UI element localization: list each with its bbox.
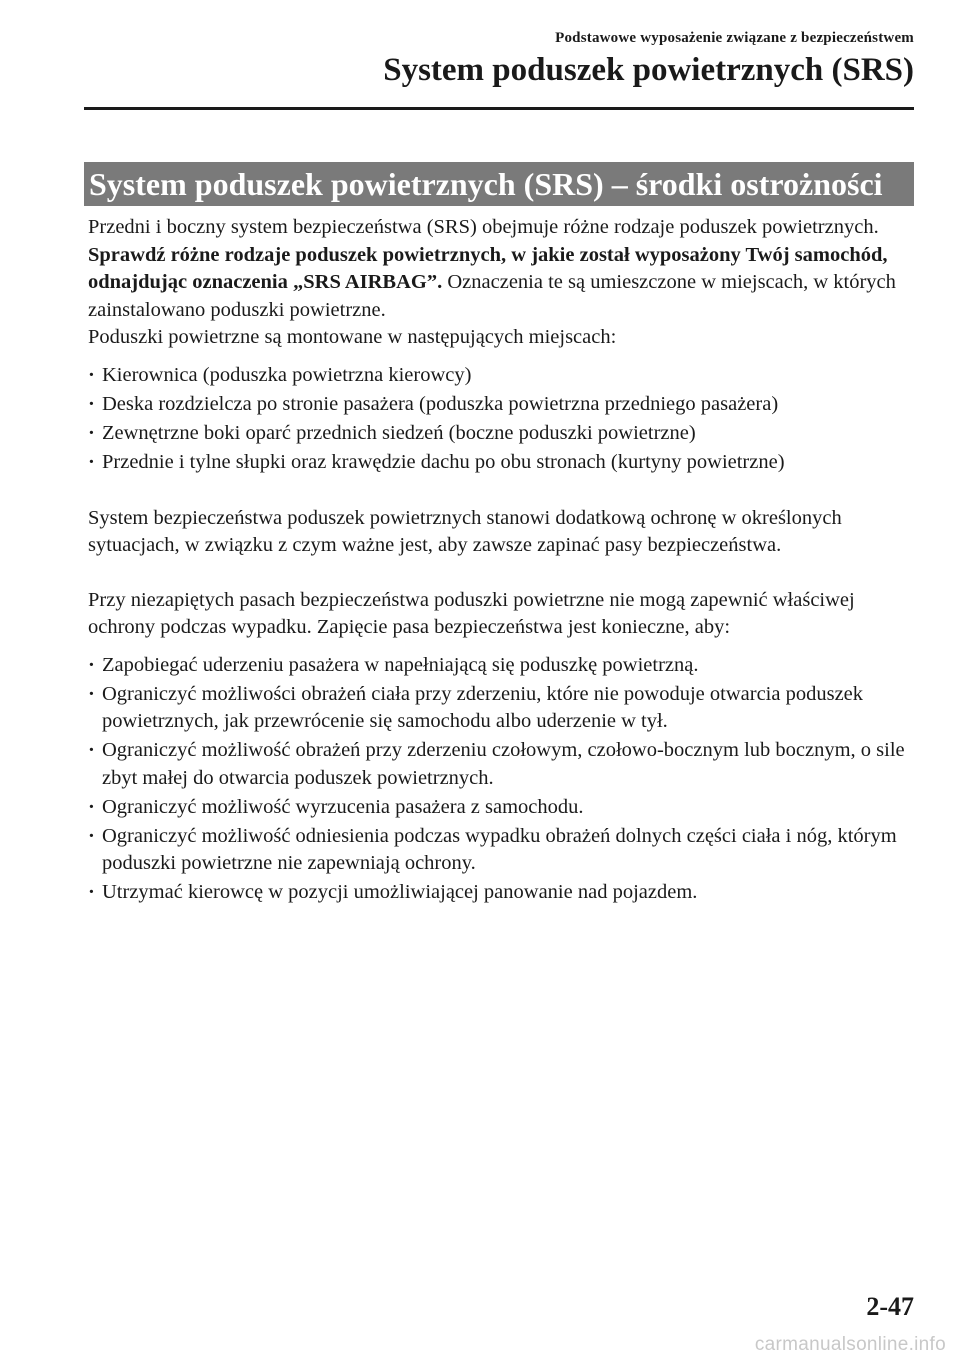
intro-text-2: Oznaczenia te są umieszczone w miejscach, w których zainstalowano poduszki powietrzne.: [88, 271, 896, 321]
bullet-icon: ·: [88, 824, 95, 847]
locations-intro: Poduszki powietrzne są montowane w następujących miejscach:: [88, 326, 617, 348]
bullet-icon: ·: [88, 682, 95, 705]
seatbelt-importance-paragraph: System bezpieczeństwa poduszek powietrznych stanowi dodatkową ochronę w określonych sytuacjach, w związku z czym ważne jest, aby zawsze zapinać pasy bezpieczeństwa.: [88, 506, 842, 556]
chapter-title: System poduszek powietrznych (SRS): [383, 52, 914, 88]
header-divider: [84, 107, 914, 110]
bullet-icon: ·: [88, 421, 95, 444]
chapter-subtitle: Podstawowe wyposażenie związane z bezpieczeństwem: [555, 30, 914, 46]
bullet-icon: ·: [88, 881, 95, 903]
bullet-icon: ·: [88, 450, 95, 473]
list-item: · Przednie i tylne słupki oraz krawędzie dachu po obu stronach (kurtyny powietrzne): [88, 449, 914, 477]
bullet-icon: ·: [88, 653, 95, 676]
list-item: · Ograniczyć możliwość obrażeń przy zderzeniu czołowym, czołowo-bocznym lub bocznym, o sile zbyt małej do otwarcia poduszek powietrznych.: [88, 739, 905, 789]
list-item: · Utrzymać kierowcę w pozycji umożliwiającej panowanie nad pojazdem.: [88, 879, 914, 907]
list-item: · Zapobiegać uderzeniu pasażera w napełniającą się poduszkę powietrzną.: [88, 652, 914, 680]
list-item: · Zewnętrzne boki oparć przednich siedzeń (boczne poduszki powietrzne): [88, 420, 914, 448]
watermark: carmanualsonline.info: [754, 1334, 946, 1355]
page-number: 2-47: [866, 1292, 914, 1321]
list-item: · Ograniczyć możliwość odniesienia podczas wypadku obrażeń dolnych części ciała i nóg, którym poduszki powietrzne nie zapewniają ochrony.: [88, 824, 897, 874]
intro-bold-text: Sprawdź różne rodzaje poduszek powietrznych, w jakie został wyposażony Twój samochód, odnajdując oznaczenia „SRS AIRBAG”.: [88, 243, 888, 293]
section-title: System poduszek powietrznych (SRS) – środki ostrożności: [84, 162, 914, 206]
page-header: [84, 28, 914, 90]
bullet-icon: ·: [88, 363, 95, 386]
seatbelt-reasons-intro: Przy niezapiętych pasach bezpieczeństwa poduszki powietrzne nie mogą zapewnić właściwej ochrony podczas wypadku. Zapięcie pasa bezpieczeństwa jest konieczne, aby:: [88, 588, 855, 638]
intro-text-1: Przedni i boczny system bezpieczeństwa (SRS) obejmuje różne rodzaje poduszek powietrznych.: [88, 216, 879, 238]
seatbelt-purposes-list: [88, 652, 914, 907]
list-item: · Kierownica (poduszka powietrzna kierowcy): [88, 362, 914, 390]
page-content: [88, 214, 914, 908]
bullet-icon: ·: [88, 795, 95, 818]
list-item: · Deska rozdzielcza po stronie pasażera (poduszka powietrzna przedniego pasażera): [88, 391, 914, 419]
airbag-locations-list: [88, 362, 914, 477]
bullet-icon: ·: [88, 392, 95, 415]
list-item: · Ograniczyć możliwości obrażeń ciała przy zderzeniu, które nie powoduje otwarcia poduszek powietrznych, jak przewrócenie się samochodu albo uderzenie w tył.: [88, 682, 864, 732]
list-item: · Ograniczyć możliwość wyrzucenia pasażera z samochodu.: [88, 794, 914, 822]
bullet-icon: ·: [88, 739, 95, 761]
intro-paragraph: [88, 214, 914, 324]
